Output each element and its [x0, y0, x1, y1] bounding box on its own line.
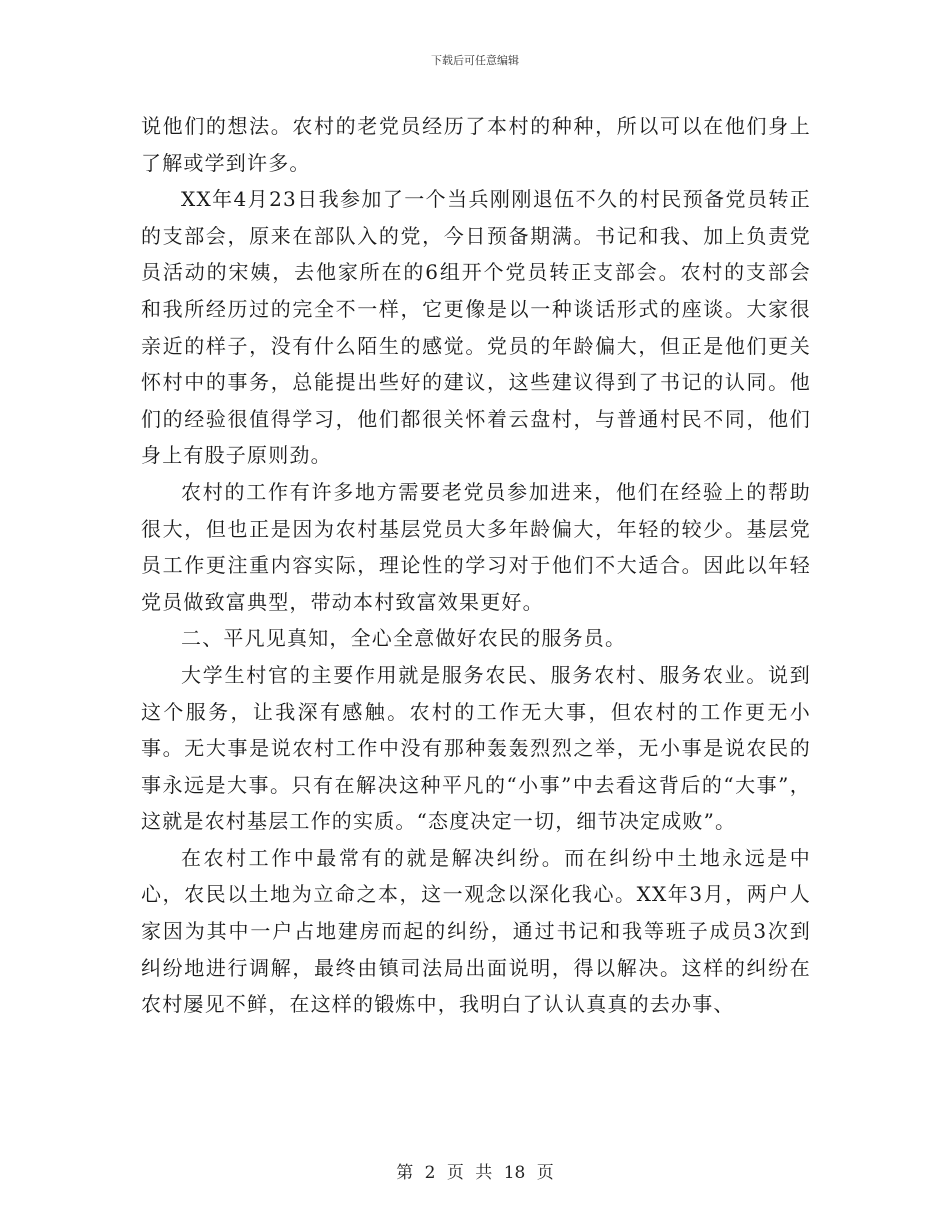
paragraph-5: 在农村工作中最常有的就是解决纠纷。而在纠纷中土地永远是中心，农民以土地为立命之本，这一观念以深化我心。XX年3月，两户人家因为其中一户占地建房而起的纠纷，通过书记和我等班子成员3次到纠纷地进行调解，最终由镇司法局出面说明，得以解决。这样的纠纷在农村屡见不鲜，在这样的锻炼中，我明白了认认真真的去办事、 [141, 845, 811, 1017]
page-number: 第 2 页 共 18 页 [396, 1163, 554, 1183]
section-heading: 二、平凡见真知，全心全意做好农民的服务员。 [181, 626, 627, 651]
document-body [141, 108, 811, 1023]
paragraph-1: 说他们的想法。农村的老党员经历了本村的种种，所以可以在他们身上了解或学到许多。 [141, 114, 811, 175]
header-note: 下载后可任意编辑 [431, 54, 519, 67]
paragraph-4: 大学生村官的主要作用就是服务农民、服务农村、服务农业。说到这个服务，让我深有感触。农村的工作无大事，但农村的工作更无小事。无大事是说农村工作中没有那种轰轰烈烈之举，无小事是说农民的事永远是大事。只有在解决这种平凡的“小事”中去看这背后的“大事”，这就是农村基层工作的实质。“态度决定一切，细节决定成败”。 [141, 662, 811, 834]
paragraph-2: XX年4月23日我参加了一个当兵刚刚退伍不久的村民预备党员转正的支部会，原来在部队入的党，今日预备期满。书记和我、加上负责党员活动的宋姨，去他家所在的6组开个党员转正支部会。农村的支部会和我所经历过的完全不一样，它更像是以一种谈话形式的座谈。大家很亲近的样子，没有什么陌生的感觉。党员的年龄偏大，但正是他们更关怀村中的事务，总能提出些好的建议，这些建议得到了书记的认同。他们的经验很值得学习，他们都很关怀着云盘村，与普通村民不同，他们身上有股子原则劲。 [141, 187, 811, 468]
paragraph-3: 农村的工作有许多地方需要老党员参加进来，他们在经验上的帮助很大，但也正是因为农村基层党员大多年龄偏大，年轻的较少。基层党员工作更注重内容实际，理论性的学习对于他们不大适合。因此以年轻党员做致富典型，带动本村致富效果更好。 [141, 479, 811, 614]
